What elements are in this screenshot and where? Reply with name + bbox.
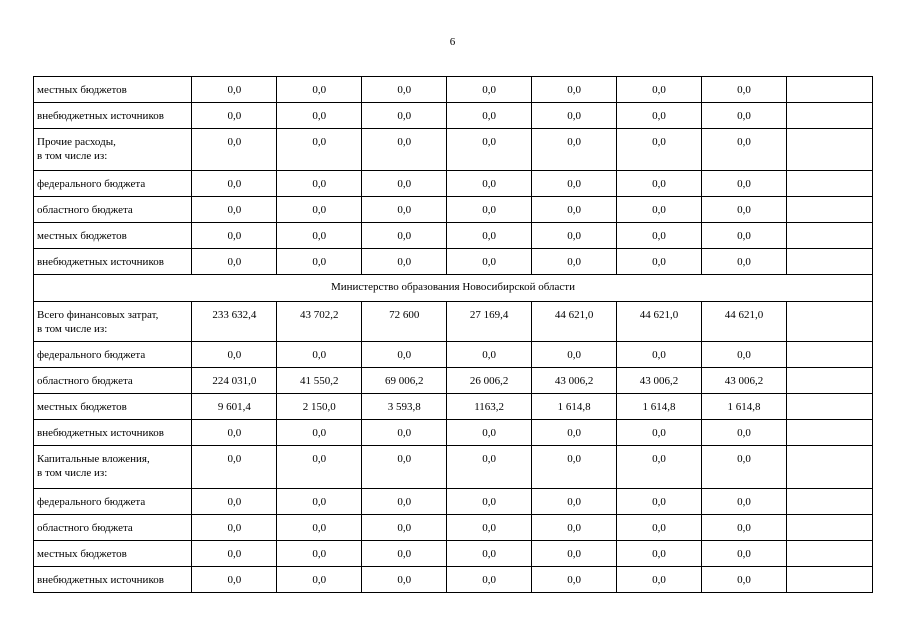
table-row	[34, 223, 873, 249]
value-cell: 0,0	[362, 223, 447, 249]
value-cell: 3 593,8	[362, 394, 447, 420]
value-cell: 0,0	[701, 171, 786, 197]
value-cell: 2 150,0	[277, 394, 362, 420]
value-cell: 0,0	[192, 541, 277, 567]
value-cell: 1 614,8	[701, 394, 786, 420]
value-cell: 0,0	[192, 77, 277, 103]
value-cell: 0,0	[617, 77, 702, 103]
table-row	[34, 420, 873, 446]
value-cell: 0,0	[277, 171, 362, 197]
table-row	[34, 197, 873, 223]
value-cell	[786, 342, 872, 368]
value-cell: 0,0	[277, 489, 362, 515]
value-cell: 0,0	[447, 249, 532, 275]
value-cell: 0,0	[701, 541, 786, 567]
section-row	[34, 275, 873, 302]
value-cell: 0,0	[192, 171, 277, 197]
row-label: федерального бюджета	[34, 342, 192, 368]
value-cell: 26 006,2	[447, 368, 532, 394]
table-row	[34, 394, 873, 420]
table-body	[34, 77, 873, 593]
value-cell	[786, 103, 872, 129]
table-row	[34, 515, 873, 541]
value-cell	[786, 446, 872, 489]
value-cell: 0,0	[447, 342, 532, 368]
value-cell: 0,0	[447, 567, 532, 593]
table-row	[34, 567, 873, 593]
row-label: федерального бюджета	[34, 489, 192, 515]
row-label: Прочие расходы, в том числе из:	[34, 129, 192, 171]
value-cell: 0,0	[192, 342, 277, 368]
value-cell: 0,0	[532, 342, 617, 368]
value-cell: 0,0	[617, 446, 702, 489]
value-cell: 0,0	[532, 489, 617, 515]
table-row	[34, 103, 873, 129]
value-cell: 0,0	[617, 541, 702, 567]
value-cell: 0,0	[192, 103, 277, 129]
value-cell: 0,0	[362, 249, 447, 275]
value-cell: 0,0	[701, 77, 786, 103]
value-cell: 0,0	[532, 446, 617, 489]
value-cell: 0,0	[532, 249, 617, 275]
value-cell: 0,0	[277, 103, 362, 129]
row-label: Капитальные вложения, в том числе из:	[34, 446, 192, 489]
value-cell: 44 621,0	[617, 302, 702, 342]
value-cell: 0,0	[447, 77, 532, 103]
value-cell: 0,0	[277, 77, 362, 103]
value-cell: 0,0	[701, 223, 786, 249]
value-cell: 69 006,2	[362, 368, 447, 394]
value-cell: 0,0	[362, 567, 447, 593]
table-row	[34, 249, 873, 275]
value-cell: 0,0	[617, 103, 702, 129]
value-cell: 0,0	[532, 420, 617, 446]
value-cell: 0,0	[532, 77, 617, 103]
value-cell: 1 614,8	[617, 394, 702, 420]
section-title: Министерство образования Новосибирской области	[34, 275, 873, 302]
value-cell: 0,0	[362, 446, 447, 489]
value-cell	[786, 489, 872, 515]
value-cell: 0,0	[617, 249, 702, 275]
value-cell	[786, 171, 872, 197]
value-cell: 43 006,2	[617, 368, 702, 394]
value-cell	[786, 129, 872, 171]
value-cell: 0,0	[532, 171, 617, 197]
value-cell	[786, 541, 872, 567]
value-cell: 0,0	[192, 129, 277, 171]
value-cell: 0,0	[617, 223, 702, 249]
value-cell: 0,0	[701, 249, 786, 275]
value-cell: 0,0	[277, 129, 362, 171]
row-label: внебюджетных источников	[34, 567, 192, 593]
value-cell: 0,0	[701, 567, 786, 593]
table-row	[34, 302, 873, 342]
value-cell: 233 632,4	[192, 302, 277, 342]
value-cell: 0,0	[701, 103, 786, 129]
row-label: Всего финансовых затрат, в том числе из:	[34, 302, 192, 342]
value-cell: 44 621,0	[701, 302, 786, 342]
value-cell: 0,0	[532, 103, 617, 129]
value-cell: 0,0	[447, 446, 532, 489]
value-cell	[786, 420, 872, 446]
value-cell: 0,0	[447, 515, 532, 541]
value-cell: 0,0	[192, 446, 277, 489]
row-label: местных бюджетов	[34, 541, 192, 567]
value-cell: 0,0	[362, 77, 447, 103]
value-cell: 0,0	[532, 129, 617, 171]
value-cell: 0,0	[532, 541, 617, 567]
value-cell: 0,0	[617, 567, 702, 593]
value-cell: 0,0	[362, 489, 447, 515]
table-row	[34, 489, 873, 515]
row-label: областного бюджета	[34, 368, 192, 394]
value-cell	[786, 249, 872, 275]
value-cell: 0,0	[447, 197, 532, 223]
value-cell	[786, 368, 872, 394]
value-cell: 0,0	[447, 223, 532, 249]
value-cell: 1163,2	[447, 394, 532, 420]
value-cell: 72 600	[362, 302, 447, 342]
value-cell: 0,0	[701, 489, 786, 515]
value-cell: 0,0	[617, 171, 702, 197]
value-cell: 0,0	[277, 515, 362, 541]
row-label: областного бюджета	[34, 515, 192, 541]
row-label: местных бюджетов	[34, 77, 192, 103]
value-cell: 0,0	[701, 420, 786, 446]
row-label: внебюджетных источников	[34, 420, 192, 446]
value-cell	[786, 302, 872, 342]
value-cell: 0,0	[192, 249, 277, 275]
value-cell	[786, 197, 872, 223]
value-cell: 0,0	[277, 249, 362, 275]
table-row	[34, 368, 873, 394]
value-cell: 0,0	[277, 342, 362, 368]
table-row	[34, 446, 873, 489]
value-cell: 0,0	[277, 541, 362, 567]
value-cell: 44 621,0	[532, 302, 617, 342]
value-cell: 0,0	[362, 171, 447, 197]
value-cell: 0,0	[701, 197, 786, 223]
value-cell: 43 006,2	[701, 368, 786, 394]
value-cell: 0,0	[701, 342, 786, 368]
value-cell: 0,0	[447, 541, 532, 567]
row-label: внебюджетных источников	[34, 103, 192, 129]
value-cell: 0,0	[192, 489, 277, 515]
row-label: местных бюджетов	[34, 394, 192, 420]
value-cell: 0,0	[447, 171, 532, 197]
table-row	[34, 342, 873, 368]
value-cell: 0,0	[532, 515, 617, 541]
value-cell: 0,0	[701, 515, 786, 541]
value-cell: 9 601,4	[192, 394, 277, 420]
value-cell: 0,0	[277, 446, 362, 489]
value-cell: 0,0	[362, 541, 447, 567]
value-cell	[786, 394, 872, 420]
value-cell: 0,0	[192, 515, 277, 541]
value-cell: 0,0	[277, 197, 362, 223]
value-cell: 43 702,2	[277, 302, 362, 342]
value-cell: 0,0	[362, 342, 447, 368]
value-cell: 0,0	[277, 223, 362, 249]
value-cell: 0,0	[362, 197, 447, 223]
value-cell: 0,0	[532, 223, 617, 249]
table-row	[34, 77, 873, 103]
table-row	[34, 541, 873, 567]
value-cell: 0,0	[447, 129, 532, 171]
value-cell: 0,0	[362, 103, 447, 129]
row-label: областного бюджета	[34, 197, 192, 223]
value-cell: 0,0	[617, 197, 702, 223]
value-cell: 0,0	[447, 103, 532, 129]
value-cell: 0,0	[192, 420, 277, 446]
value-cell: 1 614,8	[532, 394, 617, 420]
value-cell: 224 031,0	[192, 368, 277, 394]
value-cell: 0,0	[617, 342, 702, 368]
page-number: 6	[449, 36, 456, 48]
value-cell: 0,0	[447, 489, 532, 515]
value-cell: 0,0	[532, 197, 617, 223]
row-label: местных бюджетов	[34, 223, 192, 249]
budget-table	[33, 76, 873, 593]
value-cell: 0,0	[192, 197, 277, 223]
table-row	[34, 171, 873, 197]
value-cell: 41 550,2	[277, 368, 362, 394]
value-cell	[786, 223, 872, 249]
value-cell: 0,0	[701, 129, 786, 171]
value-cell	[786, 515, 872, 541]
value-cell: 43 006,2	[532, 368, 617, 394]
value-cell: 0,0	[532, 567, 617, 593]
value-cell	[786, 77, 872, 103]
value-cell: 0,0	[617, 489, 702, 515]
value-cell: 27 169,4	[447, 302, 532, 342]
row-label: внебюджетных источников	[34, 249, 192, 275]
value-cell: 0,0	[362, 420, 447, 446]
value-cell	[786, 567, 872, 593]
value-cell: 0,0	[362, 515, 447, 541]
value-cell: 0,0	[192, 223, 277, 249]
value-cell: 0,0	[617, 129, 702, 171]
value-cell: 0,0	[617, 420, 702, 446]
value-cell: 0,0	[701, 446, 786, 489]
value-cell: 0,0	[277, 420, 362, 446]
value-cell: 0,0	[447, 420, 532, 446]
value-cell: 0,0	[277, 567, 362, 593]
value-cell: 0,0	[617, 515, 702, 541]
table-row	[34, 129, 873, 171]
row-label: федерального бюджета	[34, 171, 192, 197]
value-cell: 0,0	[192, 567, 277, 593]
value-cell: 0,0	[362, 129, 447, 171]
